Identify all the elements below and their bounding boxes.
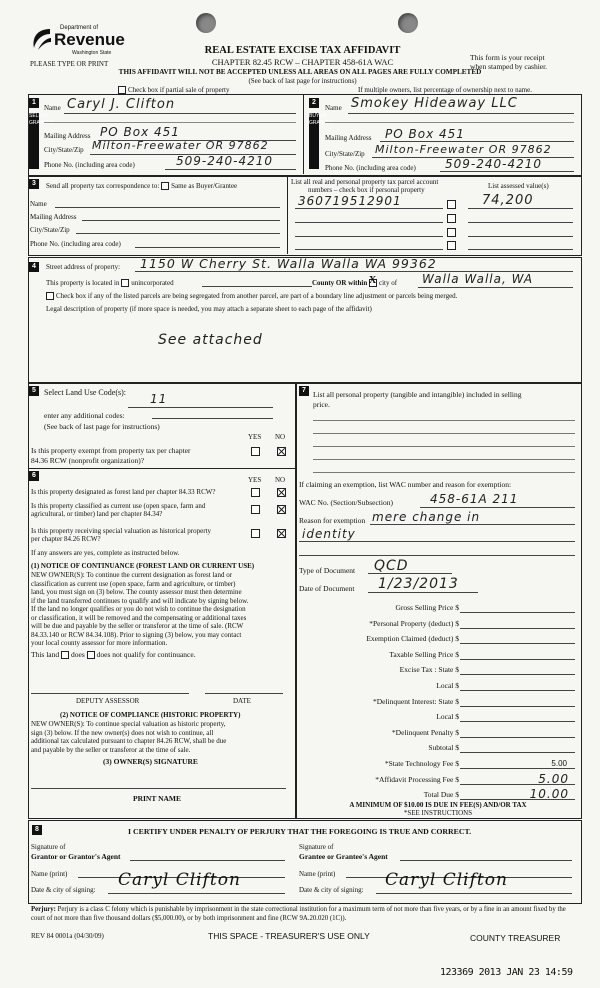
current-use-no-checkbox[interactable] <box>277 505 286 514</box>
seller-phone-value[interactable]: 509-240-4210 <box>176 154 274 168</box>
buyer-name-value[interactable]: Smokey Hideaway LLC <box>351 96 518 111</box>
owner-signature-label: (3) OWNER(S) SIGNATURE <box>103 757 198 766</box>
notice2-line: NEW OWNER(S): To continue special valuation as historic property, <box>31 720 226 728</box>
notice2-line: sign (3) below. If the new owner(s) does not wish to continue, all <box>31 728 214 737</box>
reason-label: Reason for exemption <box>299 516 366 525</box>
sec3-phone-label: Phone No. (including area code) <box>30 240 121 248</box>
fees-table <box>300 603 575 806</box>
buyer-name-label: Name <box>325 104 342 112</box>
fee-label: Total Due $ <box>423 790 459 800</box>
segregated-row <box>46 292 457 301</box>
grantor-sig-of: Signature of <box>31 843 66 851</box>
seller-side-label: SELLER GRANTOR <box>29 113 39 169</box>
notice2-line: additional tax calculated pursuant to chapter 84.26 RCW, shall be due <box>31 737 227 745</box>
fee-label: Local $ <box>436 712 459 722</box>
fee-row <box>300 759 575 775</box>
historic-question-a: Is this property receiving special valuation as historical property <box>31 527 212 535</box>
sec5-no-label: NO <box>275 433 286 441</box>
receipt-note-2: when stamped by cashier. <box>470 62 548 71</box>
assessed-header: List assessed value(s) <box>488 182 549 190</box>
send-correspondence <box>46 182 237 191</box>
forest-yes-checkbox[interactable] <box>251 488 260 497</box>
see-back-top: (See back of last page for instructions) <box>248 77 357 85</box>
section-7-number: 7 <box>299 386 309 396</box>
fee-row <box>300 634 575 650</box>
historic-no-checkbox[interactable] <box>277 529 286 538</box>
parcel-checkbox-4[interactable] <box>447 241 456 250</box>
street-value[interactable]: 1150 W Cherry St. Walla Walla WA 99362 <box>140 256 437 271</box>
grantor-name-print: Name (print) <box>31 870 68 878</box>
exempt-question-2: 84.36 RCW (nonprofit organization)? <box>31 456 145 465</box>
treasurer-space: THIS SPACE - TREASURER'S USE ONLY <box>208 931 370 941</box>
seller-mailing-value[interactable]: PO Box 451 <box>100 125 180 139</box>
buyer-side-label: BUYER GRANTEE <box>309 113 319 169</box>
sec3-city-label: City/State/Zip <box>30 226 70 234</box>
notice1-line: land, you must sign on (3) below. The county assessor must then determine <box>31 588 242 596</box>
notice1-line: will be due and payable by the seller or transferor at the time of sale. (RCW <box>31 622 244 630</box>
punch-hole-right <box>398 13 418 33</box>
exempt-question-1: Is this property exempt from property tax per chapter <box>31 446 191 455</box>
fee-label: Gross Selling Price $ <box>395 603 459 612</box>
date-doc-label: Date of Document <box>299 584 355 593</box>
notice1-line: If the land no longer qualifies or you do not wish to continue the designation <box>31 605 246 613</box>
fee-label: Excise Tax : State $ <box>399 665 459 675</box>
receipt-note-1: This form is your receipt <box>470 53 545 62</box>
exempt-yes-checkbox[interactable] <box>251 447 260 456</box>
sec3-mailing-label: Mailing Address <box>30 213 77 221</box>
parcel-checkbox-2[interactable] <box>447 214 456 223</box>
parcel-header-2: numbers – check box if personal property <box>308 186 425 194</box>
section-8-number: 8 <box>32 825 42 835</box>
fee-row <box>300 650 575 666</box>
sec6-yes-label: YES <box>248 476 262 484</box>
sec5-yes-label: YES <box>248 433 262 441</box>
does-label: does <box>71 650 85 659</box>
fee-row <box>300 712 575 728</box>
does-not-checkbox[interactable] <box>87 651 95 659</box>
legal-desc-label: Legal description of property (if more space is needed, you may attach a separate sheet to each page of the affidavit) <box>46 305 372 313</box>
certify-statement: I CERTIFY UNDER PENALTY OF PERJURY THAT THE FOREGOING IS TRUE AND CORRECT. <box>128 827 472 836</box>
grantor-agent-label: Grantor or Grantor's Agent <box>31 852 121 861</box>
unincorporated-label: unincorporated <box>131 279 174 287</box>
perjury-label: Perjury: <box>31 906 56 913</box>
grantee-name-print: Name (print) <box>299 870 336 878</box>
seller-phone-label: Phone No. (including area code) <box>44 161 135 169</box>
seller-mailing-label: Mailing Address <box>44 132 91 140</box>
see-back-sec5: (See back of last page for instructions) <box>44 422 160 431</box>
minimum-due: A MINIMUM OF $10.00 IS DUE IN FEE(S) AND/OR TAX <box>349 801 527 809</box>
exemption-claim-label: If claiming an exemption, list WAC number and reason for exemption: <box>299 480 512 489</box>
fee-row <box>300 697 575 713</box>
section-4-number: 4 <box>29 262 39 272</box>
parcel-checkbox-1[interactable] <box>447 200 456 209</box>
grantee-sig-of: Signature of <box>299 843 334 851</box>
reason-value-2[interactable]: identity <box>302 527 356 541</box>
if-yes-note: If any answers are yes, complete as instructed below. <box>31 549 180 557</box>
logo-line1: Department of <box>60 25 99 31</box>
logo-line2: Revenue <box>54 30 125 49</box>
fee-row <box>300 728 575 744</box>
fee-row <box>300 619 575 635</box>
punch-hole-left <box>196 13 216 33</box>
date-doc-value[interactable]: 1/23/2013 <box>378 576 459 592</box>
located-in-label: This property is located in <box>46 279 120 287</box>
grantee-signature[interactable]: Caryl Clifton <box>385 870 508 890</box>
receipt-stamp: 123369 2013 JAN 23 14:59 <box>440 967 573 978</box>
notice2-line: and payable by the seller or transferor at the time of sale. <box>31 745 191 754</box>
fee-label: *Affidavit Processing Fee $ <box>375 774 459 784</box>
grantor-date-city: Date & city of signing: <box>31 886 96 894</box>
this-land-row <box>31 650 196 659</box>
perjury-notice <box>31 906 579 923</box>
fee-value[interactable]: 5.00 <box>538 771 569 786</box>
seller-name-label: Name <box>44 104 61 112</box>
city-value[interactable]: Walla Walla, WA <box>422 272 534 286</box>
print-name-label: PRINT NAME <box>133 794 181 803</box>
fee-label: *Delinquent Penalty $ <box>391 727 459 737</box>
fee-label: Subtotal $ <box>428 743 459 753</box>
notice1-line: your local county assessor for more information. <box>31 639 168 647</box>
fee-value[interactable]: 10.00 <box>529 787 569 802</box>
additional-codes-label: enter any additional codes: <box>44 411 125 420</box>
notice1-line: classification as current use (open space, farm and agriculture, or timber) <box>31 579 236 588</box>
this-land-label: This land <box>31 650 60 659</box>
notice2-body <box>31 720 226 754</box>
section-1-number: 1 <box>29 98 39 108</box>
fee-label: *State Technology Fee $ <box>384 758 459 768</box>
legal-desc-value[interactable]: See attached <box>158 332 263 348</box>
fee-label: *Personal Property (deduct) $ <box>369 618 459 628</box>
same-as-checkbox[interactable] <box>161 182 169 190</box>
fee-label: Exemption Claimed (deduct) $ <box>366 634 459 644</box>
notice1-line: or classification, it will be removed and the compensating or additional taxes <box>31 613 247 622</box>
form-warning: THIS AFFIDAVIT WILL NOT BE ACCEPTED UNLESS ALL AREAS ON ALL PAGES ARE FULLY COMPLETED <box>118 68 482 76</box>
fee-row <box>300 743 575 759</box>
form-title: REAL ESTATE EXCISE TAX AFFIDAVIT <box>204 45 401 56</box>
current-use-yes-checkbox[interactable] <box>251 505 260 514</box>
deputy-assessor-label: DEPUTY ASSESSOR <box>76 697 140 705</box>
parcel-checkbox-3[interactable] <box>447 228 456 237</box>
county-or-label: County OR within <box>312 279 368 287</box>
logo-swoosh-icon <box>30 26 52 52</box>
section-2-number: 2 <box>309 98 319 108</box>
street-label: Street address of property: <box>46 263 121 271</box>
notice1-line: 84.33.140 or RCW 84.34.108). Prior to signing (3) below, you may contact <box>31 630 242 639</box>
sec3-name-label: Name <box>30 200 47 208</box>
section-3-number: 3 <box>29 179 39 189</box>
fee-label: Taxable Selling Price $ <box>389 649 459 659</box>
historic-question-b: per chapter 84.26 RCW? <box>31 535 101 543</box>
qualify-label: qualify for continuance. <box>123 650 196 659</box>
fee-row <box>300 681 575 697</box>
grantee-agent-label: Grantee or Grantee's Agent <box>299 852 388 861</box>
wac-label: WAC No. (Section/Subsection) <box>299 498 393 507</box>
fee-row <box>300 665 575 681</box>
form-subtitle: CHAPTER 82.45 RCW – CHAPTER 458-61A WAC <box>211 57 394 67</box>
buyer-phone-value[interactable]: 509-240-4210 <box>445 157 543 171</box>
fee-label: Local $ <box>436 680 459 690</box>
type-doc-value[interactable]: QCD <box>374 558 409 574</box>
partial-sale-label: Check box if partial sale of property <box>128 86 230 94</box>
section-5-number: 5 <box>29 386 39 396</box>
forest-question: Is this property designated as forest land per chapter 84.33 RCW? <box>31 488 216 496</box>
does-not-label: does not <box>96 650 122 659</box>
revenue-logo <box>30 22 125 58</box>
city-of-label: city of <box>378 279 398 287</box>
buyer-mailing-label: Mailing Address <box>325 134 372 142</box>
grantor-signature[interactable]: Caryl Clifton <box>118 870 241 890</box>
grantee-date-city: Date & city of signing: <box>299 886 364 894</box>
land-use-value[interactable]: 11 <box>150 392 168 406</box>
exempt-no-checkbox[interactable] <box>277 447 286 456</box>
fee-label: *Delinquent Interest: State $ <box>372 696 459 706</box>
parcel-header-1: List all real and personal property tax parcel account <box>291 178 439 186</box>
personal-property-1: List all personal property (tangible and intangible) included in selling <box>313 390 522 399</box>
buyer-city-value[interactable]: Milton-Freewater OR 97862 <box>375 143 552 156</box>
forest-no-checkbox[interactable] <box>277 488 286 497</box>
logo-line3: Washington State <box>72 50 112 56</box>
fee-value[interactable]: 5.00 <box>551 758 567 768</box>
seller-name-value[interactable]: Caryl J. Clifton <box>67 97 176 112</box>
located-in-row <box>46 279 174 288</box>
buyer-city-label: City/State/Zip <box>325 150 365 158</box>
sec6-no-label: NO <box>275 476 286 484</box>
same-as-label: Same as Buyer/Grantee <box>171 182 238 190</box>
seller-city-label: City/State/Zip <box>44 146 84 154</box>
assessed-value[interactable]: 74,200 <box>482 193 534 208</box>
wac-value[interactable]: 458-61A 211 <box>430 492 519 506</box>
type-doc-label: Type of Document <box>299 566 356 575</box>
multiple-owners-note: If multiple owners, list percentage of ownership next to name. <box>358 86 532 94</box>
form-number: REV 84 0001a (04/30/09) <box>31 932 104 940</box>
notice1-line: if the land transferred continues to qualify and will indicate by signing below. <box>31 596 249 605</box>
date-label: DATE <box>233 697 251 705</box>
notice1-body <box>31 571 248 648</box>
section-6-number: 6 <box>29 471 39 481</box>
notice1-title: (1) NOTICE OF CONTINUANCE (FOREST LAND OR CURRENT USE) <box>31 562 255 570</box>
fee-row <box>300 603 575 619</box>
seller-city-value[interactable]: Milton-Freewater OR 97862 <box>92 139 269 152</box>
buyer-phone-label: Phone No. (including area code) <box>325 164 416 172</box>
notice2-title: (2) NOTICE OF COMPLIANCE (HISTORIC PROPERTY) <box>60 711 241 719</box>
notice1-line: NEW OWNER(S): To continue the current designation as forest land or <box>31 571 233 579</box>
does-checkbox[interactable] <box>61 651 69 659</box>
parcel-number-value[interactable]: 360719512901 <box>298 194 402 208</box>
unincorporated-checkbox[interactable] <box>121 279 129 287</box>
personal-property-2: price. <box>313 400 330 409</box>
please-type: PLEASE TYPE OR PRINT <box>30 60 109 68</box>
send-label: Send all property tax correspondence to: <box>46 182 160 190</box>
segregated-checkbox[interactable] <box>46 292 54 300</box>
current-use-question-b: agricultural, or timber) land per chapter 84.34? <box>31 510 163 518</box>
buyer-mailing-value[interactable]: PO Box 451 <box>385 127 465 141</box>
land-use-label: Select Land Use Code(s): <box>44 388 126 397</box>
perjury-text: Perjury is a class C felony which is punishable by imprisonment in the state correctional institution for a maximum term of not more than five years, or by a fine in an amount fixed by the court of not more than five thousand dollars ($5,000.00), or by both imprisonment and fine (RCW 9A.20.020 (1C)). <box>31 906 566 922</box>
county-treasurer: COUNTY TREASURER <box>470 933 561 943</box>
reason-value-1[interactable]: mere change in <box>372 510 481 524</box>
segregated-label: Check box if any of the listed parcels are being segregated from another parcel, are part of a boundary line adjustment or parcels being merged. <box>56 292 458 300</box>
current-use-question-a: Is this property classified as current use (open space, farm and <box>31 502 206 510</box>
city-checkbox[interactable]: X <box>368 275 377 287</box>
county-or-row <box>312 275 398 288</box>
see-instructions: *SEE INSTRUCTIONS <box>403 809 473 817</box>
historic-yes-checkbox[interactable] <box>251 529 260 538</box>
